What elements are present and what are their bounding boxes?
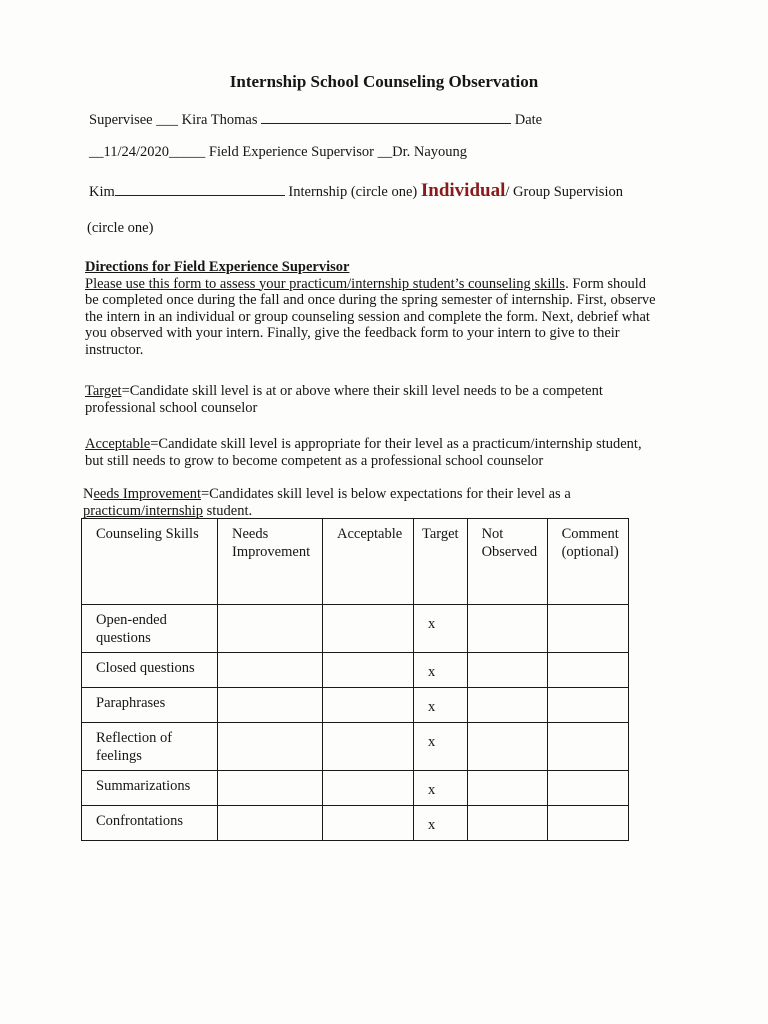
skill-cell: Summarizations [82,771,218,806]
not-observed-cell[interactable] [467,771,547,806]
comment-cell[interactable] [547,806,628,841]
not-observed-cell[interactable] [467,723,547,771]
acceptable-cell[interactable] [323,723,414,771]
needs-definition [83,486,703,519]
comment-cell[interactable] [547,771,628,806]
acceptable-term: Acceptable [85,436,151,452]
needs-cell[interactable] [218,723,323,771]
needs-text: =Candidates skill level is below expectations for their level as a [201,486,571,502]
circle-one-note: (circle one) [87,220,154,236]
target-cell[interactable]: x [414,723,468,771]
comment-cell[interactable] [547,653,628,688]
comment-cell[interactable] [547,688,628,723]
not-observed-cell[interactable] [467,605,547,653]
target-cell[interactable]: x [414,653,468,688]
header-needs-improvement: Needs Improvement [218,519,323,605]
skills-table [81,518,629,841]
table-row [82,771,629,806]
header-counseling-skills: Counseling Skills [82,519,218,605]
directions-line3: the intern in an individual or group counseling session and complete the form. Next, debrief what [85,308,650,325]
acceptable-text-2: but still needs to grow to become competent as a professional school counselor [85,452,544,469]
table-row [82,688,629,723]
supervisee-line [89,110,542,129]
target-cell[interactable]: x [414,605,468,653]
target-text-2: professional school counselor [85,399,258,416]
needs-text-2: practicum/internship [83,502,203,519]
acceptable-cell[interactable] [323,771,414,806]
needs-text-2-rest: student. [203,502,253,519]
target-cell[interactable]: x [414,771,468,806]
not-observed-cell[interactable] [467,688,547,723]
date-label: Date [514,112,543,128]
skill-cell: Closed questions [82,653,218,688]
table-row [82,605,629,653]
directions-line4: you observed with your intern. Finally, give the feedback form to your intern to give to their [85,325,620,341]
acceptable-text: =Candidate skill level is appropriate for their level as a practicum/internship student, [150,436,642,452]
directions-block [85,259,705,358]
table-header-row [82,519,629,605]
not-observed-cell[interactable] [467,806,547,841]
internship-selected[interactable]: Individual [420,180,506,201]
directions-line5: instructor. [85,341,144,358]
date-value[interactable]: __11/24/2020_____ [89,144,206,160]
form-title: Internship School Counseling Observation [229,72,539,91]
acceptable-definition [85,436,705,469]
internship-line [89,182,623,201]
supervisor-blank [115,182,285,196]
supervisee-name[interactable]: Kira Thomas [181,112,258,128]
target-cell[interactable]: x [414,688,468,723]
table-row [82,653,629,688]
skill-cell: Reflection of feelings [82,723,218,771]
header-target: Target [414,519,468,605]
supervisee-blank [261,110,511,124]
comment-cell[interactable] [547,605,628,653]
directions-heading: Directions for Field Experience Supervisor [85,259,350,275]
supervisor-label: Field Experience Supervisor __ [208,144,393,160]
target-text: =Candidate skill level is at or above where their skill level needs to be a competent [121,383,603,399]
date-supervisor-line [89,143,467,161]
supervisee-label: Supervisee ___ [89,112,178,128]
needs-cell[interactable] [218,688,323,723]
target-definition [85,383,705,416]
needs-cell[interactable] [218,605,323,653]
not-observed-cell[interactable] [467,653,547,688]
acceptable-cell[interactable] [323,688,414,723]
supervisor-name[interactable]: Dr. Nayoung [392,144,468,160]
comment-cell[interactable] [547,723,628,771]
needs-cell[interactable] [218,653,323,688]
target-cell[interactable]: x [414,806,468,841]
acceptable-cell[interactable] [323,806,414,841]
internship-label: Internship (circle one) [288,184,418,200]
directions-line2: be completed once during the fall and once during the spring semester of internship. First, observe [85,292,656,308]
directions-line1-rest: . Form should [565,275,647,292]
acceptable-cell[interactable] [323,653,414,688]
skill-cell: Paraphrases [82,688,218,723]
skill-cell: Open-ended questions [82,605,218,653]
needs-cell[interactable] [218,806,323,841]
skill-cell: Confrontations [82,806,218,841]
target-term: Target [85,383,122,399]
header-acceptable: Acceptable [323,519,414,605]
table-row [82,806,629,841]
header-comment: Comment (optional) [547,519,628,605]
needs-prefix: N [83,486,94,502]
directions-underlined: Please use this form to assess your practicum/internship student’s counseling skills [85,275,566,292]
header-not-observed: Not Observed [467,519,547,605]
needs-term: eeds Improvement [93,486,201,502]
internship-other[interactable]: / Group Supervision [505,184,623,200]
table-row [82,723,629,771]
needs-cell[interactable] [218,771,323,806]
supervisor-name-cont[interactable]: Kim [89,184,115,200]
acceptable-cell[interactable] [323,605,414,653]
